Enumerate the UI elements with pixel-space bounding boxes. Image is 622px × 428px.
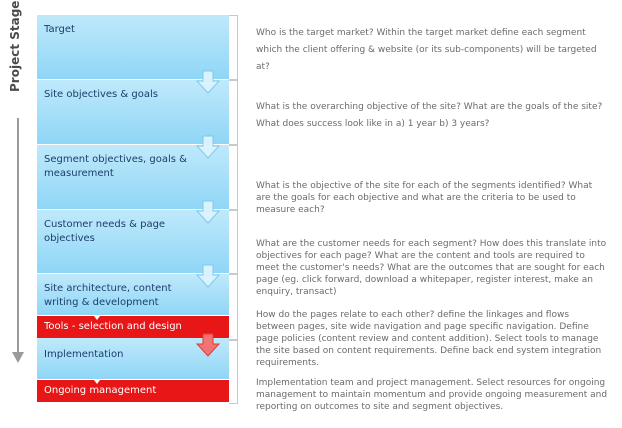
down-arrow-icon xyxy=(196,135,220,159)
stage-label: Site architecture, content writing & development xyxy=(44,283,172,308)
stage-label: Site objectives & goals xyxy=(44,89,158,100)
project-stage-axis-label xyxy=(8,0,26,110)
notch-marker xyxy=(94,380,100,384)
stage-label: Tools - selection and design xyxy=(44,321,182,332)
down-arrow-icon xyxy=(196,200,220,224)
bracket xyxy=(229,145,238,210)
description-site-objectives: What is the overarching objective of the site? What are the goals of the site? What does success look like in a) 1 year b) 3 years? xyxy=(256,102,603,129)
stage-ongoing-management xyxy=(37,380,229,402)
description-implementation: Implementation team and project management. Select resources for ongoing management to maintain momentum and provide ongoing measurement and reporting on outcomes to site and segment objectives. xyxy=(256,378,608,412)
stage-label: Implementation xyxy=(44,349,124,360)
bracket xyxy=(229,340,238,404)
down-arrow-icon xyxy=(196,264,220,288)
stage-label: Segment objectives, goals & measurement xyxy=(44,154,187,179)
axis-label-text: Project Stage xyxy=(8,0,22,92)
stage-label: Customer needs & page objectives xyxy=(44,219,166,244)
notch-marker xyxy=(94,316,100,320)
bracket xyxy=(229,80,238,145)
axis-line xyxy=(17,118,19,354)
down-arrow-icon xyxy=(196,70,220,94)
description-target: Who is the target market? Within the target market define each segment which the client offering & website (or its sub-components) will be targeted at? xyxy=(256,28,597,72)
bracket xyxy=(229,274,238,340)
stage-label: Target xyxy=(44,24,75,35)
bracket xyxy=(229,15,238,80)
stage-label: Ongoing management xyxy=(44,385,157,396)
description-site-architecture: How do the pages relate to each other? define the linkages and flows between pages, site wide navigation and page specific navigation. Define page policies (content review and content addition). Select tools to manage the site based on content requirements. Define back end system integration requirements. xyxy=(256,310,602,368)
description-segment-objectives: What is the objective of the site for each of the segments identified? What are the goals for each objective and what are the criteria to be used to measure each? xyxy=(256,181,593,215)
description-customer-needs: What are the customer needs for each segment? How does this translate into objectives for each page? What are the content and tools are required to meet the customer's needs? What are the outcomes that are sought for each page (eg. click forward, download a whitepaper, register interest, make an enquiry, transact) xyxy=(256,239,607,297)
bracket xyxy=(229,210,238,274)
red-down-arrow-icon xyxy=(196,333,220,357)
axis-arrow-head xyxy=(12,352,24,363)
